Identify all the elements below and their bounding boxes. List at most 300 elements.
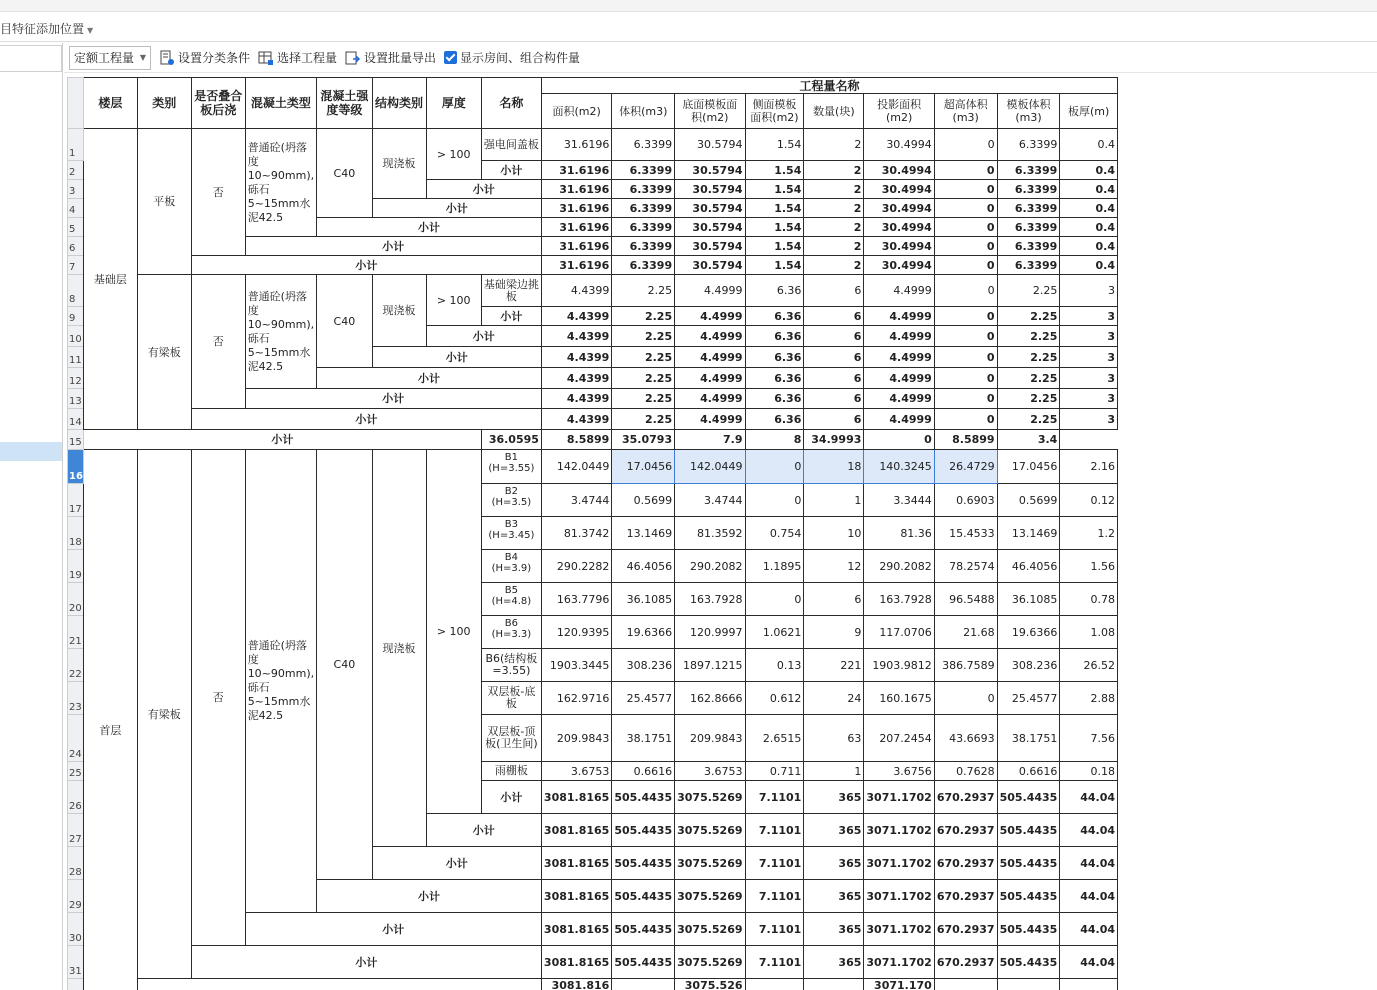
value-cell[interactable]: 3071.1702 — [864, 781, 934, 814]
value-cell[interactable]: 3 — [1060, 307, 1118, 326]
value-cell[interactable] — [745, 979, 804, 990]
value-cell[interactable]: 0.6903 — [934, 484, 997, 517]
value-cell[interactable]: 1.54 — [745, 161, 804, 180]
value-cell[interactable]: 96.5488 — [934, 583, 997, 616]
header-slab-thickness[interactable]: 板厚(m) — [1060, 94, 1118, 129]
value-cell[interactable]: 670.2937 — [934, 913, 997, 946]
value-cell[interactable]: 31.6196 — [541, 199, 611, 218]
value-cell[interactable]: 4.4399 — [541, 368, 611, 389]
value-cell[interactable]: 505.4435 — [612, 913, 675, 946]
header-structure[interactable]: 结构类别 — [372, 78, 426, 129]
value-cell[interactable]: 1.0621 — [745, 616, 804, 649]
value-cell[interactable]: 0 — [934, 129, 997, 161]
table-row[interactable] — [68, 409, 1118, 430]
value-cell[interactable]: 6.3399 — [997, 237, 1060, 256]
value-cell[interactable]: 12 — [804, 550, 864, 583]
value-cell[interactable]: 0.612 — [745, 682, 804, 715]
header-floor[interactable]: 楼层 — [83, 78, 137, 129]
value-cell[interactable]: 3071.1702 — [864, 880, 934, 913]
value-cell[interactable]: 31.6196 — [541, 180, 611, 199]
value-cell[interactable]: 505.4435 — [997, 946, 1060, 979]
value-cell[interactable]: 3.4 — [997, 430, 1060, 450]
value-cell[interactable]: 8.5899 — [934, 430, 997, 450]
value-cell[interactable]: 17.0456 — [997, 450, 1060, 484]
value-cell[interactable]: 3 — [1060, 368, 1118, 389]
value-cell[interactable]: 81.3592 — [675, 517, 745, 550]
value-cell[interactable]: 2.25 — [997, 347, 1060, 368]
value-cell[interactable]: 24 — [804, 682, 864, 715]
value-cell[interactable]: 7.1101 — [745, 781, 804, 814]
value-cell[interactable]: 365 — [804, 913, 864, 946]
value-cell[interactable]: 0.12 — [1060, 484, 1118, 517]
value-cell[interactable]: 0.6616 — [612, 762, 675, 781]
header-side-formwork[interactable]: 侧面模板面积(m2) — [745, 94, 804, 129]
subtotal-cell[interactable]: 小计 — [426, 814, 541, 847]
value-cell[interactable]: 6 — [804, 583, 864, 616]
value-cell[interactable]: 308.236 — [997, 649, 1060, 682]
value-cell[interactable]: 4.4999 — [675, 307, 745, 326]
value-cell[interactable]: 1903.9812 — [864, 649, 934, 682]
value-cell[interactable]: 1903.3445 — [541, 649, 611, 682]
value-cell[interactable]: 25.4577 — [997, 682, 1060, 715]
value-cell[interactable]: 0.4 — [1060, 256, 1118, 275]
value-cell[interactable]: 386.7589 — [934, 649, 997, 682]
value-cell[interactable]: 6.36 — [745, 347, 804, 368]
value-cell[interactable]: 4.4399 — [541, 307, 611, 326]
value-cell[interactable]: 3075.5269 — [675, 913, 745, 946]
value-cell[interactable]: 505.4435 — [612, 880, 675, 913]
header-category[interactable]: 类别 — [137, 78, 191, 129]
value-cell[interactable]: 3.4744 — [675, 484, 745, 517]
value-cell[interactable]: 3 — [1060, 326, 1118, 347]
value-cell[interactable]: 2.25 — [612, 389, 675, 409]
category-cell[interactable]: 平板 — [137, 129, 191, 275]
name-cell[interactable]: 双层板-顶板(卫生间) — [481, 715, 541, 762]
header-area[interactable]: 面积(m2) — [541, 94, 611, 129]
category-cell[interactable]: 有梁板 — [137, 275, 191, 430]
value-cell[interactable]: 2.25 — [612, 307, 675, 326]
value-cell[interactable]: 30.4994 — [864, 237, 934, 256]
value-cell[interactable]: 31.6196 — [541, 129, 611, 161]
floor-cell[interactable]: 首层 — [83, 450, 137, 990]
subtotal-cell[interactable]: 小计 — [83, 430, 481, 450]
value-cell[interactable]: 0.4 — [1060, 161, 1118, 180]
structure-cell[interactable]: 现浇板 — [372, 129, 426, 199]
value-cell[interactable]: 2.25 — [997, 368, 1060, 389]
value-cell[interactable]: 365 — [804, 781, 864, 814]
value-cell[interactable]: 6.3399 — [997, 180, 1060, 199]
value-cell[interactable]: 3.6753 — [541, 762, 611, 781]
thickness-cell[interactable]: > 100 — [426, 450, 481, 814]
value-cell[interactable]: 7.1101 — [745, 814, 804, 847]
header-projected-area[interactable]: 投影面积(m2) — [864, 94, 934, 129]
value-cell[interactable]: 505.4435 — [612, 946, 675, 979]
value-cell[interactable]: 308.236 — [612, 649, 675, 682]
value-cell[interactable]: 0.4 — [1060, 218, 1118, 237]
value-cell[interactable]: 4.4999 — [864, 307, 934, 326]
value-cell[interactable]: 6.3399 — [612, 161, 675, 180]
value-cell[interactable]: 2.25 — [997, 307, 1060, 326]
value-cell[interactable]: 8.5899 — [541, 430, 611, 450]
header-formwork-volume[interactable]: 模板体积(m3) — [997, 94, 1060, 129]
value-cell[interactable]: 6.36 — [745, 307, 804, 326]
name-cell[interactable]: 强电间盖板 — [481, 129, 541, 161]
value-cell[interactable]: 209.9843 — [675, 715, 745, 762]
value-cell[interactable] — [997, 979, 1060, 990]
value-cell[interactable]: 3081.8165 — [541, 814, 611, 847]
quantity-table-viewport[interactable] — [67, 77, 1118, 990]
value-cell[interactable]: 1.56 — [1060, 550, 1118, 583]
value-cell[interactable]: 0.4 — [1060, 237, 1118, 256]
value-cell[interactable]: 3 — [1060, 347, 1118, 368]
value-cell[interactable]: 36.0595 — [481, 430, 541, 450]
value-cell[interactable]: 4.4399 — [541, 409, 611, 430]
value-cell[interactable]: 0 — [934, 161, 997, 180]
value-cell[interactable]: 3075.5269 — [675, 847, 745, 880]
value-cell[interactable]: 19.6366 — [612, 616, 675, 649]
composite-cell[interactable]: 否 — [191, 275, 245, 409]
value-cell[interactable]: 209.9843 — [541, 715, 611, 762]
left-search-box[interactable] — [0, 45, 62, 72]
subtotal-cell[interactable]: 小计 — [245, 237, 541, 256]
table-row[interactable] — [68, 129, 1118, 161]
value-cell[interactable]: 3081.8165 — [541, 946, 611, 979]
value-cell[interactable]: 6.36 — [745, 326, 804, 347]
value-cell[interactable]: 7.1101 — [745, 913, 804, 946]
value-cell[interactable]: 4.4999 — [864, 389, 934, 409]
header-thickness[interactable]: 厚度 — [426, 78, 481, 129]
name-cell[interactable]: 双层板-底板 — [481, 682, 541, 715]
value-cell[interactable]: 505.4435 — [612, 847, 675, 880]
value-cell[interactable]: 365 — [804, 880, 864, 913]
value-cell[interactable]: 3 — [1060, 409, 1118, 430]
value-cell[interactable]: 7.9 — [675, 430, 745, 450]
value-cell[interactable]: 30.4994 — [864, 218, 934, 237]
value-cell[interactable]: 6.3399 — [997, 256, 1060, 275]
value-cell[interactable]: 3.6753 — [675, 762, 745, 781]
value-cell[interactable]: 3071.1702 — [864, 946, 934, 979]
value-cell[interactable]: 120.9395 — [541, 616, 611, 649]
value-cell[interactable] — [1060, 979, 1118, 990]
value-cell[interactable]: 3.6756 — [864, 762, 934, 781]
subtotal-cell[interactable]: 小计 — [245, 913, 541, 946]
value-cell[interactable]: 0.4 — [1060, 180, 1118, 199]
name-cell[interactable]: B4 (H=3.9) — [481, 550, 541, 583]
value-cell[interactable]: 38.1751 — [997, 715, 1060, 762]
show-rooms-checkbox[interactable] — [444, 49, 580, 66]
subtotal-cell[interactable]: 小计 — [191, 946, 541, 979]
value-cell[interactable]: 1.54 — [745, 218, 804, 237]
value-cell[interactable]: 0 — [934, 307, 997, 326]
value-cell[interactable]: 670.2937 — [934, 880, 997, 913]
value-cell[interactable]: 30.4994 — [864, 180, 934, 199]
value-cell[interactable]: 2.25 — [997, 389, 1060, 409]
value-cell[interactable]: 670.2937 — [934, 847, 997, 880]
value-cell[interactable]: 78.2574 — [934, 550, 997, 583]
value-cell[interactable]: 46.4056 — [997, 550, 1060, 583]
value-cell[interactable]: 0.7628 — [934, 762, 997, 781]
value-cell[interactable]: 0.5699 — [612, 484, 675, 517]
name-cell[interactable]: 基础梁边挑板 — [481, 275, 541, 307]
value-cell[interactable]: 2 — [804, 218, 864, 237]
value-cell[interactable]: 162.8666 — [675, 682, 745, 715]
value-cell[interactable]: 3075.5269 — [675, 880, 745, 913]
value-cell[interactable]: 6 — [804, 368, 864, 389]
value-cell[interactable]: 2.25 — [997, 275, 1060, 307]
value-cell[interactable]: 3081.8165 — [541, 847, 611, 880]
table-row[interactable] — [68, 450, 1118, 484]
set-category-button[interactable] — [159, 49, 250, 66]
value-cell[interactable]: 43.6693 — [934, 715, 997, 762]
value-cell[interactable]: 0 — [745, 583, 804, 616]
value-cell[interactable]: 4.4999 — [675, 368, 745, 389]
value-cell[interactable]: 1.54 — [745, 199, 804, 218]
name-cell[interactable]: B1 (H=3.55) — [481, 450, 541, 484]
value-cell[interactable]: 3.4744 — [541, 484, 611, 517]
value-cell[interactable]: 38.1751 — [612, 715, 675, 762]
value-cell[interactable]: 30.5794 — [675, 237, 745, 256]
value-cell[interactable]: 0 — [934, 347, 997, 368]
name-cell[interactable]: B2 (H=3.5) — [481, 484, 541, 517]
value-cell[interactable]: 6.3399 — [612, 237, 675, 256]
value-cell[interactable]: 2.16 — [1060, 450, 1118, 484]
value-cell[interactable]: 7.1101 — [745, 946, 804, 979]
value-cell[interactable]: 31.6196 — [541, 256, 611, 275]
subtotal-cell[interactable]: 小计 — [481, 307, 541, 326]
structure-cell[interactable]: 现浇板 — [372, 450, 426, 847]
value-cell[interactable]: 0 — [864, 430, 934, 450]
value-cell[interactable]: 0 — [745, 484, 804, 517]
table-row[interactable] — [68, 275, 1118, 307]
value-cell[interactable]: 2.25 — [612, 409, 675, 430]
value-cell[interactable]: 26.52 — [1060, 649, 1118, 682]
value-cell[interactable]: 15.4533 — [934, 517, 997, 550]
value-cell[interactable]: 30.4994 — [864, 161, 934, 180]
value-cell[interactable]: 2.25 — [612, 326, 675, 347]
value-cell[interactable]: 6.3399 — [612, 199, 675, 218]
value-cell[interactable]: 670.2937 — [934, 814, 997, 847]
value-cell[interactable]: 3071.1702 — [864, 913, 934, 946]
value-cell[interactable]: 4.4999 — [864, 347, 934, 368]
value-cell[interactable]: 4.4999 — [864, 368, 934, 389]
header-concrete-type[interactable]: 混凝土类型 — [245, 78, 316, 129]
value-cell[interactable]: 4.4999 — [675, 347, 745, 368]
value-cell[interactable]: 2 — [804, 256, 864, 275]
value-cell[interactable]: 0 — [934, 199, 997, 218]
value-cell[interactable]: 6.3399 — [997, 218, 1060, 237]
select-quantity-button[interactable] — [258, 49, 337, 66]
value-cell[interactable]: 2.25 — [612, 368, 675, 389]
value-cell[interactable]: 8 — [745, 430, 804, 450]
value-cell[interactable]: 4.4999 — [864, 409, 934, 430]
value-cell[interactable]: 44.04 — [1060, 847, 1118, 880]
value-cell[interactable]: 0.13 — [745, 649, 804, 682]
header-strength[interactable]: 混凝土强度等级 — [317, 78, 372, 129]
value-cell[interactable]: 505.4435 — [612, 781, 675, 814]
subtotal-cell[interactable]: 小计 — [317, 880, 542, 913]
value-cell[interactable]: 2 — [804, 237, 864, 256]
value-cell[interactable]: 34.9993 — [804, 430, 864, 450]
header-name[interactable]: 名称 — [481, 78, 541, 129]
value-cell[interactable]: 0.18 — [1060, 762, 1118, 781]
value-cell[interactable]: 1.2 — [1060, 517, 1118, 550]
header-volume[interactable]: 体积(m3) — [612, 94, 675, 129]
subtotal-cell[interactable]: 小计 — [426, 180, 541, 199]
value-cell[interactable]: 0 — [934, 368, 997, 389]
value-cell[interactable]: 163.7928 — [675, 583, 745, 616]
subtotal-cell[interactable]: 小计 — [191, 409, 541, 430]
value-cell[interactable]: 505.4435 — [997, 913, 1060, 946]
feature-position-link[interactable] — [0, 20, 93, 37]
value-cell[interactable]: 0.5699 — [997, 484, 1060, 517]
name-cell[interactable]: B6 (H=3.3) — [481, 616, 541, 649]
value-cell[interactable]: 4.4999 — [864, 326, 934, 347]
subtotal-cell[interactable]: 小计 — [426, 326, 541, 347]
value-cell[interactable]: 30.5794 — [675, 199, 745, 218]
value-cell[interactable]: 0.6616 — [997, 762, 1060, 781]
value-cell[interactable]: 6.3399 — [997, 199, 1060, 218]
concrete-type-cell[interactable]: 普通砼(坍落度10~90mm),砾石5~15mm水泥42.5 — [245, 129, 316, 237]
structure-cell[interactable]: 现浇板 — [372, 275, 426, 347]
value-cell[interactable]: 6.36 — [745, 368, 804, 389]
value-cell[interactable]: 19.6366 — [997, 616, 1060, 649]
value-cell[interactable]: 505.4435 — [612, 814, 675, 847]
value-cell[interactable]: 221 — [804, 649, 864, 682]
value-cell[interactable]: 0 — [934, 326, 997, 347]
floor-cell[interactable]: 基础层 — [83, 129, 137, 430]
value-cell[interactable]: 0.711 — [745, 762, 804, 781]
value-cell[interactable]: 0 — [934, 682, 997, 715]
value-cell[interactable]: 6 — [804, 409, 864, 430]
subtotal-cell[interactable]: 小计 — [481, 161, 541, 180]
subtotal-cell[interactable]: 小计 — [372, 847, 541, 880]
value-cell[interactable]: 3081.8165 — [541, 781, 611, 814]
name-cell[interactable]: 雨棚板 — [481, 762, 541, 781]
value-cell[interactable]: 505.4435 — [997, 847, 1060, 880]
value-cell[interactable]: 6.36 — [745, 409, 804, 430]
strength-cell[interactable]: C40 — [317, 275, 372, 368]
value-cell[interactable]: 2.25 — [997, 409, 1060, 430]
concrete-type-cell[interactable]: 普通砼(坍落度10~90mm),砾石5~15mm水泥42.5 — [245, 275, 316, 389]
value-cell[interactable]: 365 — [804, 847, 864, 880]
value-cell[interactable]: 3 — [1060, 389, 1118, 409]
header-composite[interactable]: 是否叠合板后浇 — [191, 78, 245, 129]
value-cell[interactable]: 7.1101 — [745, 880, 804, 913]
value-cell[interactable]: 1 — [804, 484, 864, 517]
value-cell[interactable]: 3071.1702 — [864, 847, 934, 880]
value-cell[interactable]: 30.4994 — [864, 256, 934, 275]
value-cell[interactable]: 36.1085 — [997, 583, 1060, 616]
value-cell[interactable]: 17.0456 — [612, 450, 675, 484]
header-bottom-formwork[interactable]: 底面模板面积(m2) — [675, 94, 745, 129]
value-cell[interactable]: 3075.526 — [675, 979, 745, 990]
value-cell[interactable]: 0 — [934, 389, 997, 409]
value-cell[interactable]: 3071.1702 — [864, 814, 934, 847]
subtotal-cell[interactable]: 小计 — [372, 347, 541, 368]
composite-cell[interactable]: 否 — [191, 129, 245, 256]
value-cell[interactable]: 10 — [804, 517, 864, 550]
value-cell[interactable]: 4.4399 — [541, 275, 611, 307]
value-cell[interactable]: 365 — [804, 946, 864, 979]
value-cell[interactable]: 13.1469 — [997, 517, 1060, 550]
value-cell[interactable]: 0.78 — [1060, 583, 1118, 616]
value-cell[interactable]: 3075.5269 — [675, 946, 745, 979]
value-cell[interactable]: 9 — [804, 616, 864, 649]
value-cell[interactable]: 25.4577 — [612, 682, 675, 715]
value-cell[interactable]: 0 — [745, 450, 804, 484]
value-cell[interactable]: 4.4399 — [541, 347, 611, 368]
header-overheight-volume[interactable]: 超高体积(m3) — [934, 94, 997, 129]
value-cell[interactable]: 6.3399 — [612, 129, 675, 161]
value-cell[interactable]: 30.5794 — [675, 180, 745, 199]
value-cell[interactable]: 81.3742 — [541, 517, 611, 550]
value-cell[interactable]: 1897.1215 — [675, 649, 745, 682]
value-cell[interactable]: 1.54 — [745, 237, 804, 256]
name-cell[interactable]: B6(结构板=3.55) — [481, 649, 541, 682]
value-cell[interactable]: 81.36 — [864, 517, 934, 550]
value-cell[interactable]: 3075.5269 — [675, 781, 745, 814]
value-cell[interactable]: 0 — [934, 237, 997, 256]
value-cell[interactable]: 670.2937 — [934, 781, 997, 814]
value-cell[interactable]: 4.4999 — [675, 326, 745, 347]
value-cell[interactable]: 140.3245 — [864, 450, 934, 484]
value-cell[interactable]: 0 — [934, 275, 997, 307]
batch-export-button[interactable] — [345, 49, 436, 66]
subtotal-cell[interactable]: 小计 — [317, 218, 542, 237]
value-cell[interactable]: 207.2454 — [864, 715, 934, 762]
value-cell[interactable]: 163.7796 — [541, 583, 611, 616]
value-cell[interactable]: 3071.170 — [864, 979, 934, 990]
value-cell[interactable]: 4.4999 — [675, 275, 745, 307]
value-cell[interactable]: 30.5794 — [675, 256, 745, 275]
value-cell[interactable]: 365 — [804, 814, 864, 847]
value-cell[interactable]: 6.36 — [745, 389, 804, 409]
value-cell[interactable]: 6 — [804, 389, 864, 409]
value-cell[interactable]: 142.0449 — [675, 450, 745, 484]
subtotal-cell[interactable]: 小计 — [317, 368, 542, 389]
value-cell[interactable]: 2.6515 — [745, 715, 804, 762]
value-cell[interactable]: 4.4399 — [541, 326, 611, 347]
value-cell[interactable]: 44.04 — [1060, 880, 1118, 913]
thickness-cell[interactable]: > 100 — [426, 129, 481, 180]
value-cell[interactable]: 31.6196 — [541, 237, 611, 256]
value-cell[interactable] — [612, 979, 675, 990]
strength-cell[interactable]: C40 — [317, 129, 372, 218]
value-cell[interactable]: 44.04 — [1060, 913, 1118, 946]
value-cell[interactable]: 6 — [804, 326, 864, 347]
subtotal-cell[interactable]: 小计 — [191, 256, 541, 275]
value-cell[interactable]: 6 — [804, 347, 864, 368]
value-cell[interactable]: 0.4 — [1060, 129, 1118, 161]
value-cell[interactable]: 18 — [804, 450, 864, 484]
value-cell[interactable]: 13.1469 — [612, 517, 675, 550]
value-cell[interactable]: 44.04 — [1060, 781, 1118, 814]
subtotal-cell[interactable]: 小计 — [372, 199, 541, 218]
value-cell[interactable]: 1.54 — [745, 256, 804, 275]
value-cell[interactable]: 4.4399 — [541, 389, 611, 409]
value-cell[interactable]: 6.3399 — [997, 161, 1060, 180]
concrete-type-cell[interactable]: 普通砼(坍落度10~90mm),砾石5~15mm水泥42.5 — [245, 450, 316, 913]
value-cell[interactable]: 2.25 — [997, 326, 1060, 347]
value-cell[interactable]: 44.04 — [1060, 814, 1118, 847]
table-row[interactable] — [68, 256, 1118, 275]
value-cell[interactable]: 3081.8165 — [541, 913, 611, 946]
subtotal-cell[interactable]: 小计 — [245, 389, 541, 409]
value-cell[interactable]: 6.3399 — [997, 129, 1060, 161]
value-cell[interactable]: 30.5794 — [675, 161, 745, 180]
value-cell[interactable]: 6 — [804, 307, 864, 326]
value-cell[interactable]: 35.0793 — [612, 430, 675, 450]
